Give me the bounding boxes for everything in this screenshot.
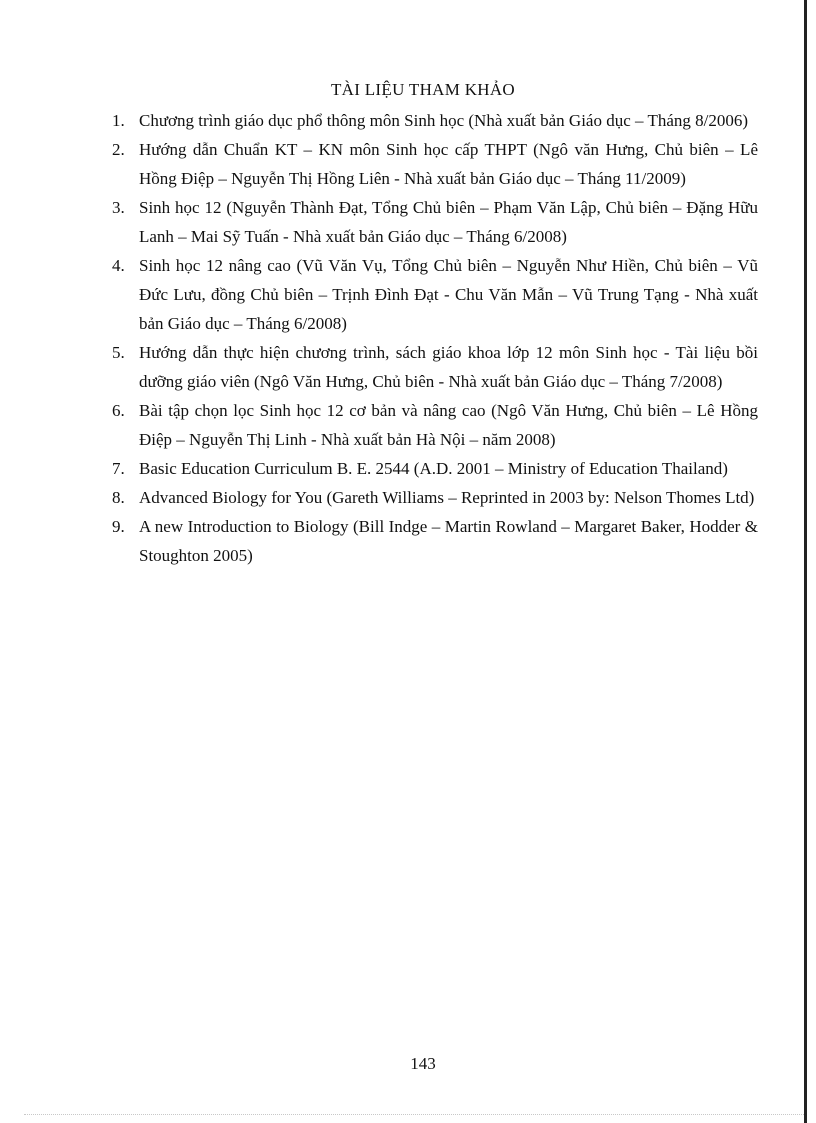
reference-text: Hướng dẫn Chuẩn KT – KN môn Sinh học cấp THPT (Ngô văn Hưng, Chủ biên – Lê Hồng Điệp – Nguyễn Thị Hồng Liên - Nhà xuất bản Giáo dục – Tháng 11/2009)	[139, 140, 758, 188]
reference-item	[106, 251, 758, 338]
page-title: TÀI LIỆU THAM KHẢO	[330, 80, 516, 99]
reference-number: 5.	[112, 343, 125, 362]
reference-item	[106, 512, 758, 570]
page-border-right	[804, 0, 807, 1123]
reference-item	[106, 396, 758, 454]
reference-text: Bài tập chọn lọc Sinh học 12 cơ bản và nâng cao (Ngô Văn Hưng, Chủ biên – Lê Hồng Điệp – Nguyễn Thị Linh - Nhà xuất bản Hà Nội – năm 2008)	[139, 401, 758, 449]
page-border-bottom	[24, 1114, 804, 1115]
reference-text: Sinh học 12 nâng cao (Vũ Văn Vụ, Tổng Chủ biên – Nguyễn Như Hiền, Chủ biên – Vũ Đức Lưu, đồng Chủ biên – Trịnh Đình Đạt - Chu Văn Mẫn – Vũ Trung Tạng - Nhà xuất bản Giáo dục – Tháng 6/2008)	[139, 256, 758, 333]
reference-item	[106, 454, 758, 483]
reference-text: Hướng dẫn thực hiện chương trình, sách giáo khoa lớp 12 môn Sinh học - Tài liệu bồi dưỡng giáo viên (Ngô Văn Hưng, Chủ biên - Nhà xuất bản Giáo dục – Tháng 7/2008)	[139, 343, 758, 391]
reference-item	[106, 193, 758, 251]
reference-number: 2.	[112, 140, 125, 159]
page-number: 143	[410, 1054, 436, 1073]
reference-number: 7.	[112, 459, 125, 478]
reference-number: 1.	[112, 111, 125, 130]
reference-text: Advanced Biology for You (Gareth Williams – Reprinted in 2003 by: Nelson Thomes Ltd)	[139, 488, 755, 507]
reference-text: Basic Education Curriculum B. E. 2544 (A.D. 2001 – Ministry of Education Thailand)	[139, 459, 728, 478]
reference-number: 4.	[112, 256, 125, 275]
reference-item	[106, 483, 758, 512]
reference-number: 3.	[112, 198, 125, 217]
reference-number: 6.	[112, 401, 125, 420]
reference-item	[106, 338, 758, 396]
reference-text: Chương trình giáo dục phổ thông môn Sinh học (Nhà xuất bản Giáo dục – Tháng 8/2006)	[139, 111, 749, 130]
reference-text: A new Introduction to Biology (Bill Indge – Martin Rowland – Margaret Baker, Hodder & Stoughton 2005)	[139, 517, 758, 565]
reference-number: 8.	[112, 488, 125, 507]
reference-item	[106, 106, 758, 135]
reference-number: 9.	[112, 517, 125, 536]
reference-text: Sinh học 12 (Nguyễn Thành Đạt, Tổng Chủ biên – Phạm Văn Lập, Chủ biên – Đặng Hữu Lanh – Mai Sỹ Tuấn - Nhà xuất bản Giáo dục – Tháng 6/2008)	[139, 198, 758, 246]
reference-item	[106, 135, 758, 193]
reference-list	[106, 106, 758, 570]
